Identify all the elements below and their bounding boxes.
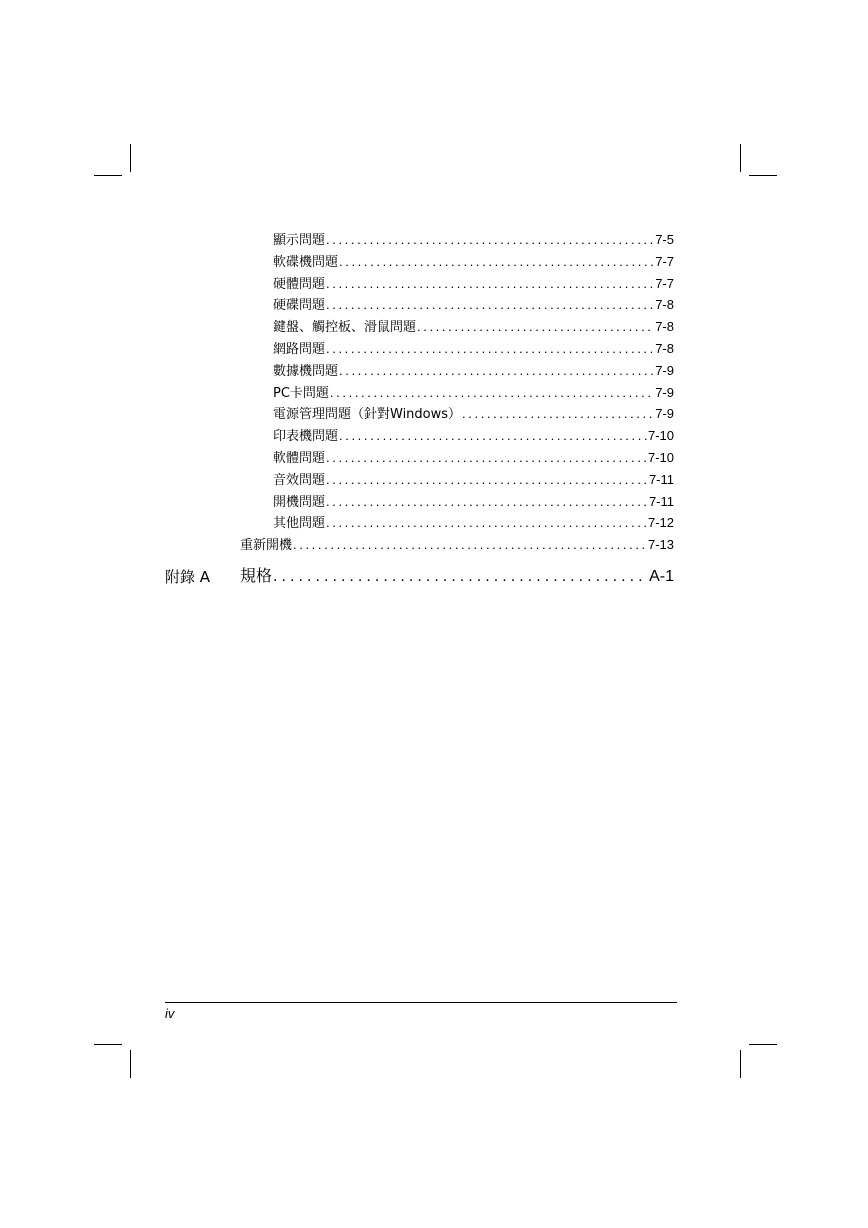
toc-entry[interactable] bbox=[273, 362, 674, 381]
dot-leader bbox=[326, 449, 647, 467]
footer-page-number: iv bbox=[165, 1006, 175, 1021]
toc-entry-title: 鍵盤、觸控板、滑鼠問題 bbox=[273, 320, 417, 335]
toc-entry-title: 硬體問題 bbox=[273, 277, 326, 292]
toc-entry-title: 軟碟機問題 bbox=[273, 255, 339, 270]
toc-entry-page: 7-9 bbox=[655, 406, 674, 421]
toc-entry-title: 網路問題 bbox=[273, 342, 326, 357]
toc-entry-title: 電源管理問題（針對Windows） bbox=[273, 407, 462, 422]
toc-entry-page: 7-9 bbox=[655, 363, 674, 378]
toc-entry-title: 數據機問題 bbox=[273, 364, 339, 379]
toc-entry[interactable] bbox=[273, 296, 674, 315]
dot-leader bbox=[462, 405, 654, 423]
dot-leader bbox=[326, 514, 647, 532]
toc-entry-title: PC卡問題 bbox=[273, 386, 329, 401]
toc-entry-title: 音效問題 bbox=[273, 473, 326, 488]
dot-leader bbox=[339, 253, 654, 271]
dot-leader bbox=[339, 362, 654, 380]
dot-leader bbox=[330, 384, 654, 402]
crop-mark bbox=[740, 1050, 741, 1078]
toc-entry-title: 印表機問題 bbox=[273, 429, 339, 444]
toc-entry[interactable] bbox=[273, 231, 674, 250]
crop-mark bbox=[130, 144, 131, 172]
toc-entry-page: 7-8 bbox=[655, 341, 674, 356]
toc-appendix-entry[interactable] bbox=[240, 566, 674, 587]
dot-leader bbox=[326, 296, 654, 314]
toc-entry-page: 7-7 bbox=[655, 276, 674, 291]
toc-entry-page: 7-11 bbox=[648, 472, 674, 487]
toc-entry-page: 7-7 bbox=[655, 254, 674, 269]
dot-leader bbox=[273, 567, 648, 587]
toc-entry-page: A-1 bbox=[649, 568, 674, 585]
dot-leader bbox=[326, 340, 654, 358]
crop-mark bbox=[740, 144, 741, 172]
dot-leader bbox=[326, 471, 648, 489]
toc-entry-page: 7-11 bbox=[648, 494, 674, 509]
toc-entry-page: 7-13 bbox=[647, 537, 674, 552]
toc-entry[interactable] bbox=[273, 275, 674, 294]
toc-entry-page: 7-10 bbox=[647, 428, 674, 443]
toc-entry[interactable] bbox=[273, 471, 674, 490]
dot-leader bbox=[326, 493, 648, 511]
toc-entry[interactable] bbox=[273, 514, 674, 533]
dot-leader bbox=[293, 536, 647, 554]
toc-entry[interactable] bbox=[273, 405, 674, 424]
toc-entry[interactable] bbox=[273, 384, 674, 403]
toc-entry[interactable] bbox=[273, 318, 674, 337]
toc-entry-title: 規格 bbox=[240, 566, 273, 585]
toc-entry-title: 其他問題 bbox=[273, 516, 326, 531]
toc-entry-title: 硬碟問題 bbox=[273, 298, 326, 313]
toc-entry-title: 開機問題 bbox=[273, 495, 326, 510]
toc-entry[interactable] bbox=[273, 449, 674, 468]
toc-entry-page: 7-9 bbox=[655, 385, 674, 400]
crop-mark bbox=[749, 175, 777, 176]
dot-leader bbox=[326, 275, 654, 293]
toc-entry-page: 7-5 bbox=[655, 232, 674, 247]
crop-mark bbox=[130, 1050, 131, 1078]
toc-section-entry[interactable] bbox=[240, 536, 674, 555]
toc-entry-page: 7-10 bbox=[647, 450, 674, 465]
appendix-label: 附錄 A bbox=[165, 568, 211, 586]
toc-entry-title: 重新開機 bbox=[240, 538, 293, 553]
toc-entry-title: 顯示問題 bbox=[273, 233, 326, 248]
toc-entry[interactable] bbox=[273, 253, 674, 272]
toc-entry[interactable] bbox=[273, 493, 674, 512]
toc-entry-title: 軟體問題 bbox=[273, 451, 326, 466]
toc-entry-page: 7-8 bbox=[655, 319, 674, 334]
crop-mark bbox=[94, 175, 122, 176]
dot-leader bbox=[326, 231, 654, 249]
toc-entry-page: 7-12 bbox=[647, 515, 674, 530]
toc-entry-page: 7-8 bbox=[655, 297, 674, 312]
dot-leader bbox=[339, 427, 647, 445]
toc-entry[interactable] bbox=[273, 427, 674, 446]
dot-leader bbox=[417, 318, 654, 336]
crop-mark bbox=[749, 1044, 777, 1045]
toc-entry[interactable] bbox=[273, 340, 674, 359]
crop-mark bbox=[94, 1044, 122, 1045]
footer-divider bbox=[165, 1002, 677, 1003]
